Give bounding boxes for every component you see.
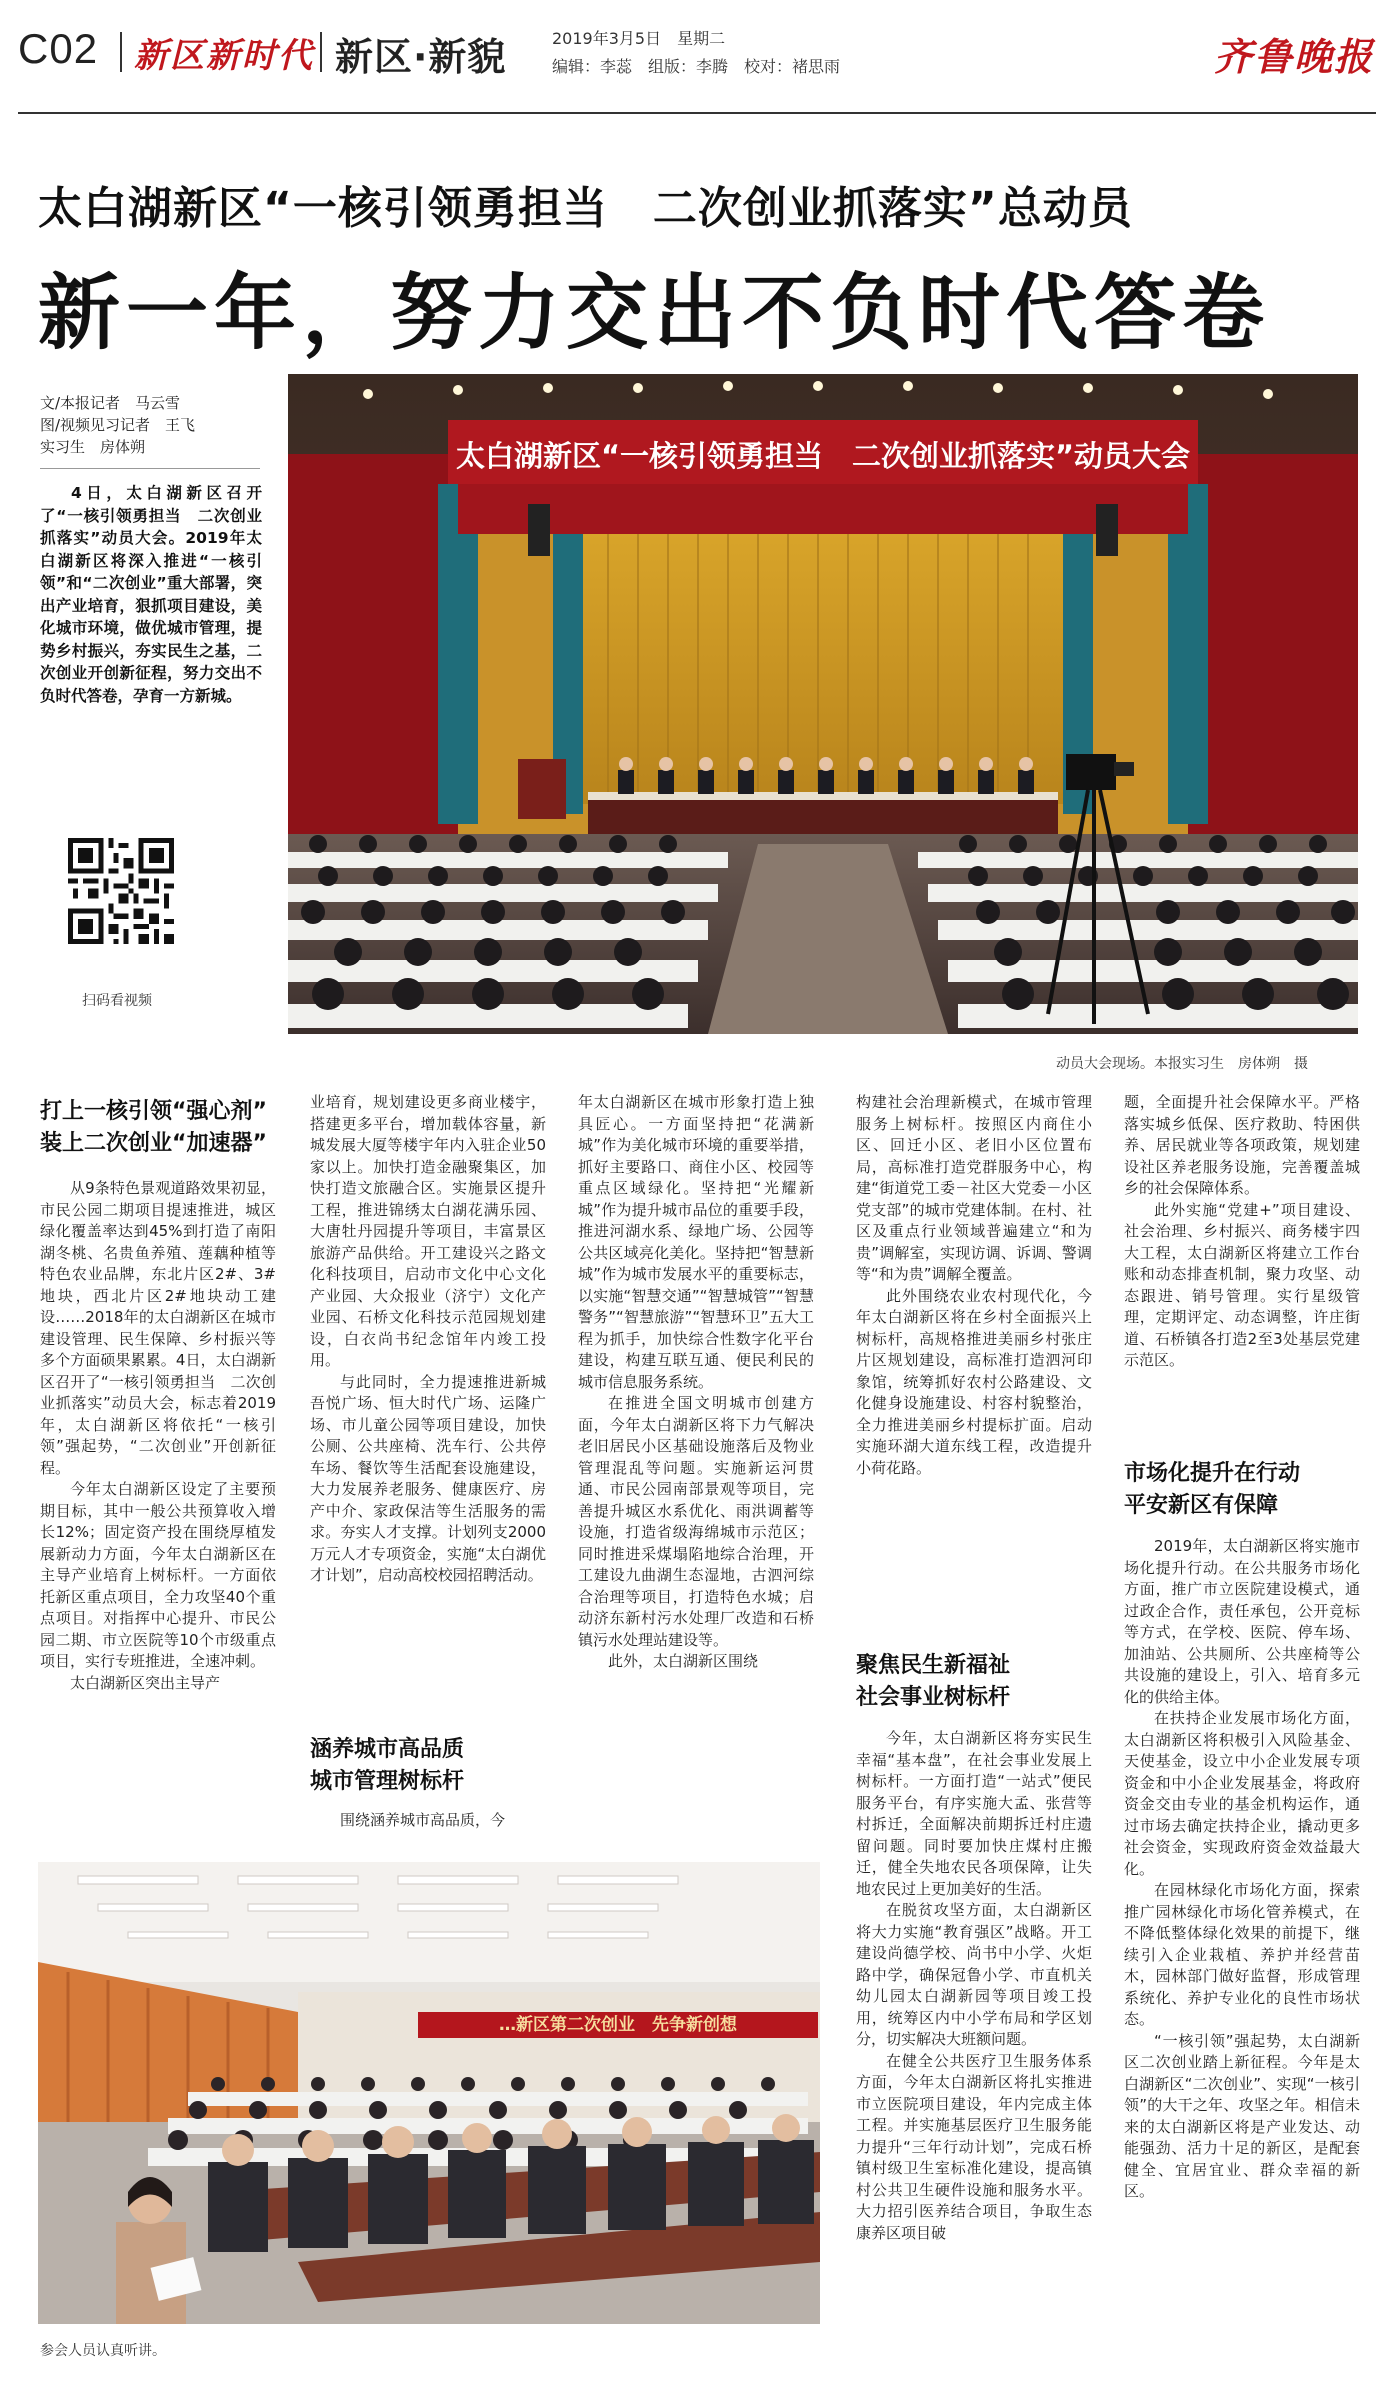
subhead-line: 装上二次创业“加速器” <box>40 1131 267 1156</box>
lead-paragraph <box>40 482 262 707</box>
main-photo <box>288 374 1358 1034</box>
byline <box>40 392 260 458</box>
divider <box>120 32 122 72</box>
paragraph: “一核引领”强起势，太白湖新区二次创业踏上新征程。今年是太白湖新区“二次创业”、实现“一核引领”的大干之年、攻坚之年。相信未来的太白湖新区将是产业发达、动能强劲、活力十足的新区，是配套健全、宜居宜业、群众幸福的新区。 <box>1124 2031 1360 2200</box>
section-title: 新区·新貌 <box>335 35 507 79</box>
main-photo-caption: 动员大会现场。本报实习生 房体朔 摄 <box>1056 1056 1308 1072</box>
byline-reporter: 文/本报记者 马云雪 <box>40 394 181 412</box>
lead-text: 4日，太白湖新区召开了“一核引领勇担当 二次创业抓落实”动员大会。2019年太白湖新区将深入推进“一核引领”和“二次创业”重大部署，突出产业培育，狠抓项目建设，美化城市环境，做优城市管理，提势乡村振兴，夯实民生之基，二次创业开创新征程，努力交出不负时代答卷，孕育一方新城。 <box>40 484 262 705</box>
paragraph: 在扶持企业发展市场化方面，太白湖新区将积极引入风险基金、天使基金，设立中小企业发展专项资金和中小企业发展基金，将政府资金交由专业的基金机构运作，通过市场去确定扶持企业，撬动更多社会资金，实现政府资金效益最大化。 <box>1124 1709 1360 1878</box>
paragraph: 此外围绕农业农村现代化，今年太白湖新区将在乡村全面振兴上树标杆，高规格推进美丽乡村张庄片区规划建设，高标准打造泗河印象馆，统筹抓好农村公路建设、文化健身设施建设、村容村貌整治，全力推进美丽乡村提标扩面。启动实施环湖大道东线工程，改造提升小荷花路。 <box>856 1286 1092 1477</box>
subhead-line: 市场化提升在行动 <box>1124 1461 1301 1486</box>
paragraph: 在园林绿化市场化方面，探索推广园林绿化市场化管养模式，在不降低整体绿化效果的前提下，继续引入企业栽植、养护并经营苗木，园林部门做好监督，形成管理系统化、养护专业化的良性市场状态。 <box>1124 1881 1360 2028</box>
article-column-2 <box>310 1092 546 1587</box>
subhead-strong-heart <box>40 1096 276 1160</box>
byline-photographer: 图/视频见习记者 王飞 <box>40 416 196 434</box>
paragraph: 在健全公共医疗卫生服务体系方面，今年太白湖新区将扎实推进市立医院项目建设，年内完成主体工程。并实施基层医疗卫生服务能力提升“三年行动计划”，完成石桥镇村级卫生室标准化建设，提高镇村公共卫生硬件设施和服务水平。大力招引医养结合项目，争取生态康养区项目破 <box>856 2051 1092 2242</box>
hall-banner-text: 太白湖新区“一核引领勇担当 二次创业抓落实”动员大会 <box>455 439 1191 473</box>
article-column-3 <box>578 1092 814 1673</box>
qr-code[interactable] <box>68 838 174 944</box>
article-column-4 <box>856 1092 1092 1479</box>
paragraph: 与此同时，全力提速推进新城吾悦广场、恒大时代广场、运隆广场、市儿童公园等项目建设，加快公厕、公共座椅、洗车行、公共停车场、餐饮等生活配套设施建设，大力发展养老服务、健康医疗、房产中介、家政保洁等生活服务的需求。夯实人才支撑。计划列支2000万元人才专项资金，实施“太白湖优才计划”，启动高校校园招聘活动。 <box>310 1372 546 1584</box>
article-column-1 <box>40 1178 276 1694</box>
paragraph: 太白湖新区突出主导产 <box>70 1673 221 1692</box>
staff-credits: 编辑：李蕊 组版：李腾 校对：褚思雨 <box>552 57 841 76</box>
subhead-line: 城市管理树标杆 <box>310 1769 465 1794</box>
qr-caption: 扫码看视频 <box>82 993 152 1009</box>
second-photo-caption: 参会人员认真听讲。 <box>40 2343 166 2359</box>
subhead-market <box>1124 1458 1360 1522</box>
paper-logo: 齐鲁晚报 <box>1214 34 1375 79</box>
paragraph: 在推进全国文明城市创建方面，今年太白湖新区将下力气解决老旧居民小区基础设施落后及物业管理混乱等问题。实施新运河贯通、市民公园南部景观等项目，完善提升城区水系优化、雨洪调蓄等设施，打造省级海绵城市示范区；同时推进采煤塌陷地综合治理，开工建设九曲湖生态湿地，古泗河综合治理等项目，打造特色水城；启动济东新村污水处理厂改造和石桥镇污水处理站建设等。 <box>578 1394 814 1649</box>
divider <box>40 468 260 469</box>
paragraph: 构建社会治理新模式，在城市管理服务上树标杆。按照区内商住小区、回迁小区、老旧小区位置布局，高标准打造党群服务中心，构建“街道党工委－社区大党委－小区党支部”的城市党建体制。在村、社区及重点行业领域普遍建立“和为贵”调解室，实现访调、诉调、警调等“和为贵”调解全覆盖。 <box>856 1093 1092 1283</box>
paragraph: 在脱贫攻坚方面，太白湖新区将大力实施“教育强区”战略。开工建设尚德学校、尚书中小学、火炬路中学，确保冠鲁小学、市直机关幼儿园太白湖新园等项目竣工投用，统筹区内中小学布局和学区划分，切实解决大班额问题。 <box>856 1901 1092 2048</box>
divider <box>320 32 322 72</box>
paragraph: 今年，太白湖新区将夯实民生幸福“基本盘”，在社会事业发展上树标杆。一方面打造“一站式”便民服务平台，有序实施大孟、张营等村拆迁，全面解决前期拆迁村庄遗留问题。同时要加快庄煤村庄搬迁，健全失地农民各项保障，让失地农民过上更加美好的生活。 <box>856 1729 1092 1898</box>
subhead-city-quality <box>310 1734 546 1798</box>
paragraph: 此外实施“党建+”项目建设、社会治理、乡村振兴、商务楼宇四大工程，太白湖新区将建立工作台账和动态排查机制，聚力攻坚、动态跟进、销号管理。实行星级管理，定期评定、动态调整，许庄街道、石桥镇各打造2至3处基层党建示范区。 <box>1124 1200 1360 1369</box>
article-column-4-continued <box>856 1728 1092 2244</box>
column-logo: 新区新时代 <box>134 36 314 76</box>
subhead-livelihood <box>856 1650 1092 1714</box>
byline-intern: 实习生 房体朔 <box>40 438 146 456</box>
article-column-5 <box>1124 1092 1360 1372</box>
paragraph: 今年太白湖新区设定了主要预期目标，其中一般公共预算收入增长12%；固定资产投在围绕厚植发展新动力方面，今年太白湖新区在主导产业培育上树标杆。一方面依托新区重点项目，全力攻坚40个重点项目。对指挥中心提升、市民公园二期、市立医院等10个市级重点项目，实行专班推进，全速冲刺。 <box>40 1480 276 1670</box>
page-number: C02 <box>18 25 99 72</box>
audience-illustration <box>38 1862 820 2324</box>
paragraph: 2019年，太白湖新区将实施市场化提升行动。在公共服务市场化方面，推广市立医院建设模式，通过政企合作，责任承包，公开竞标等方式，在学校、医院、停车场、加油站、公共厕所、公共座椅等公共设施的建设上，引入、培育多元化的供给主体。 <box>1124 1537 1360 1706</box>
article-column-2-continued <box>310 1810 546 1832</box>
subhead-line: 打上一核引领“强心剂” <box>40 1099 267 1124</box>
issue-date: 2019年3月5日 星期二 <box>552 29 726 48</box>
paragraph: 年太白湖新区在城市形象打造上独具匠心。一方面坚持把“花满新城”作为美化城市环境的重要举措，抓好主要路口、商住小区、校园等重点区域绿化。坚持把“光耀新城”作为提升城市品位的重要手段，推进河湖水系、绿地广场、公园等公共区域亮化美化。坚持把“智慧新城”作为城市发展水平的重要标志，以实施“智慧交通”“智慧城管”“智慧警务”“智慧旅游”“智慧环卫”五大工程为抓手，加快综合性数字化平台建设，构建互联互通、便民利民的城市信息服务系统。 <box>578 1093 814 1391</box>
subhead-line: 涵养城市高品质 <box>310 1737 465 1762</box>
article-column-5-continued <box>1124 1536 1360 2203</box>
masthead-rule <box>18 112 1376 114</box>
headline-kicker: 太白湖新区“一核引领勇担当 二次创业抓落实”总动员 <box>38 183 1133 234</box>
paragraph: 题，全面提升社会保障水平。严格落实城乡低保、医疗救助、特困供养、居民就业等各项政策，规划建设社区养老服务设施，完善覆盖城乡的社会保障体系。 <box>1124 1093 1360 1197</box>
subhead-line: 平安新区有保障 <box>1124 1493 1279 1518</box>
headline-main: 新一年，努力交出不负时代答卷 <box>38 266 1271 361</box>
paragraph: 从9条特色景观道路效果初显，市民公园二期项目提速推进，城区绿化覆盖率达到45%到打造了南阳湖冬桃、名贵鱼养殖、莲藕种植等特色农业品牌，东北片区2#、3#地块，西北片区2#地块动工建设……2018年的太白湖新区在城市建设管理、民生保障、乡村振兴等多个方面硕果累累。4日，太白湖新区召开了“一核引领勇担当 二次创业抓落实”动员大会，标志着2019年，太白湖新区将依托“一核引领”强起势，“二次创业”开创新征程。 <box>40 1179 276 1477</box>
paragraph: 围绕涵养城市高品质，今 <box>340 1811 506 1829</box>
subhead-line: 社会事业树标杆 <box>856 1685 1011 1710</box>
paragraph: 业培育，规划建设更多商业楼宇，搭建更多平台，增加载体容量，新城发展大厦等楼宇年内入驻企业50家以上。加快打造金融聚集区，加快打造文旅融合区。实施景区提升工程，推进锦绣太白湖花满乐园、大唐牡丹园提升等项目，丰富景区旅游产品供给。开工建设兴之路文化科技项目，启动市文化中心文化产业园、大众报业（济宁）文化产业园、石桥文化科技示范园规划建设，白衣尚书纪念馆年内竣工投用。 <box>310 1093 546 1369</box>
hall-banner-text-2: …新区第二次创业 先争新创想 <box>499 2015 737 2035</box>
second-photo <box>38 1862 820 2324</box>
paragraph: 此外，太白湖新区围绕 <box>608 1652 759 1670</box>
subhead-line: 聚焦民生新福祉 <box>856 1653 1011 1678</box>
